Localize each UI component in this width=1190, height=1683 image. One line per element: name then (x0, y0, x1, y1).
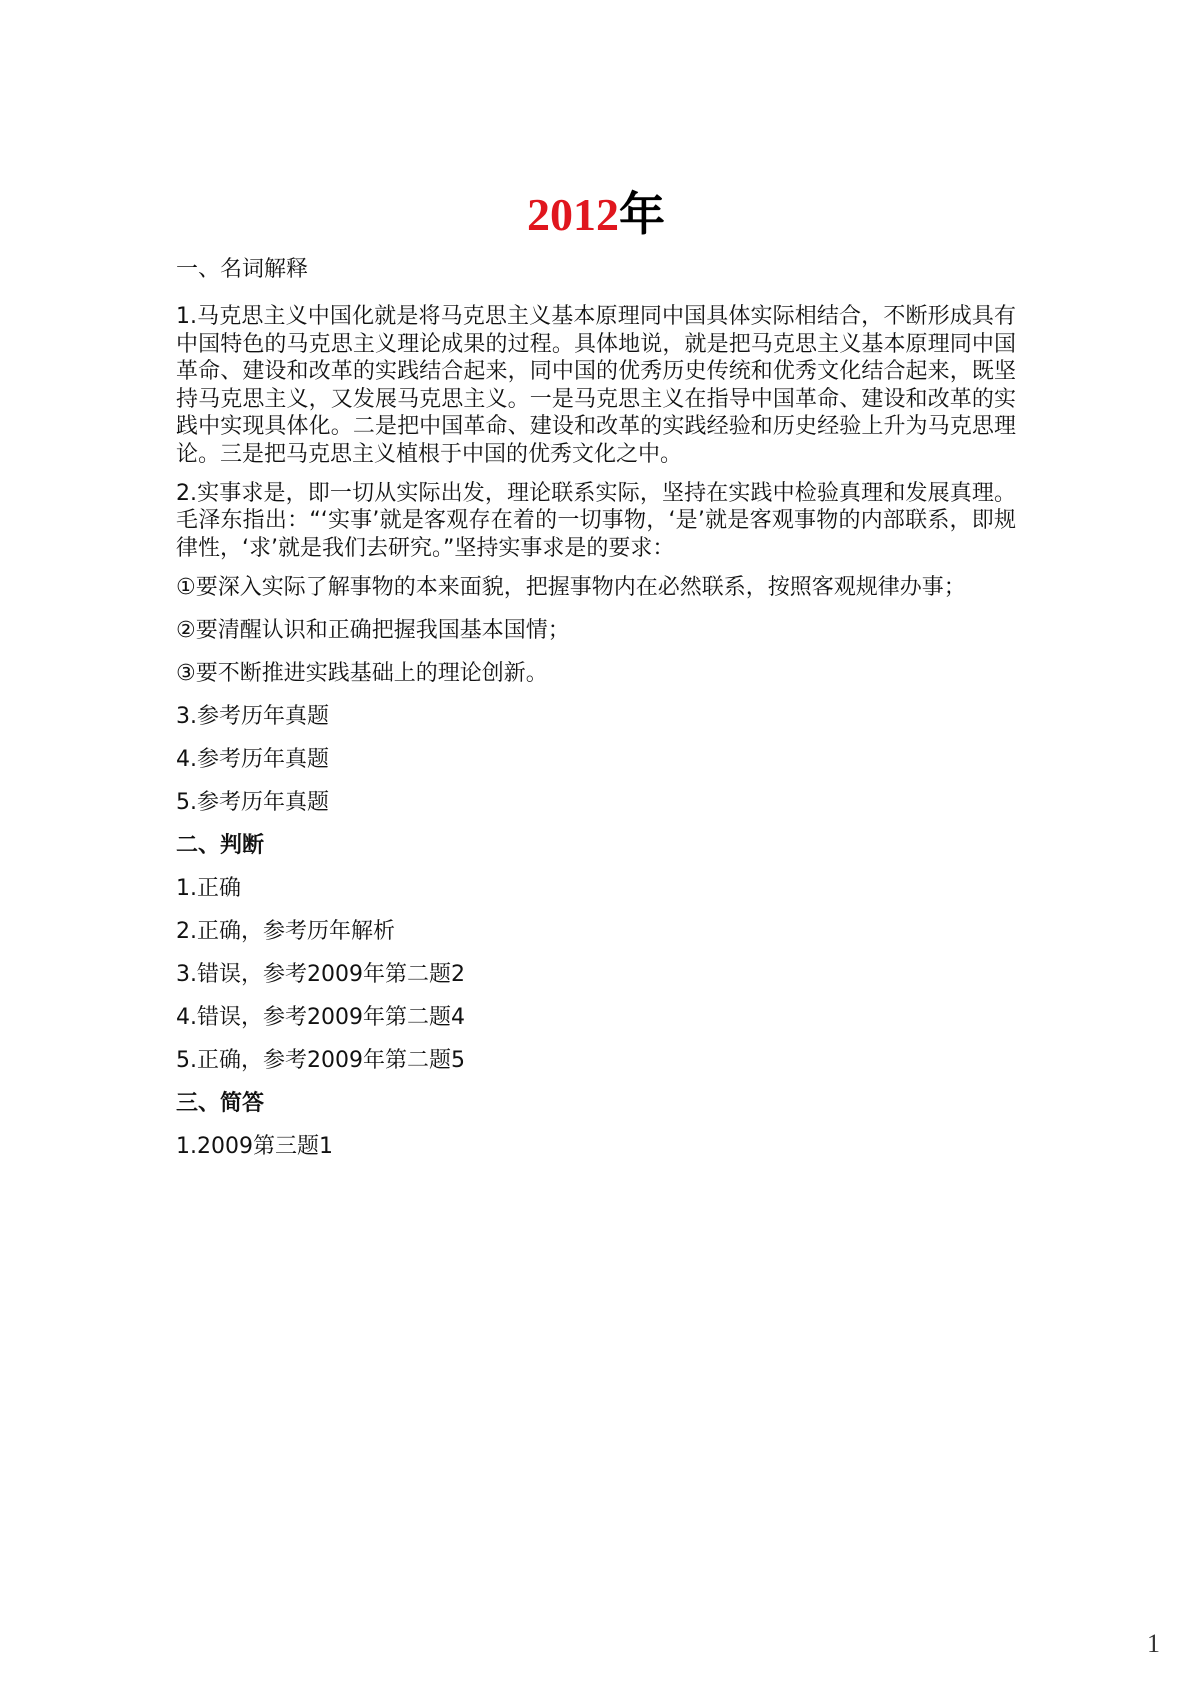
requirement-item-1: ①要深入实际了解事物的本来面貌，把握事物内在必然联系，按照客观规律办事； (176, 575, 966, 601)
definition-item-1: 1.马克思主义中国化就是将马克思主义基本原理同中国具体实际相结合，不断形成具有中国特色的马克思主义理论成果的过程。具体地说，就是把马克思主义基本原理同中国革命、建设和改革的实践结合起来，同中国的优秀历史传统和优秀文化结合起来，既坚持马克思主义，又发展马克思主义。一是马克思主义在指导中国革命、建设和改革的实践中实现具体化。二是把中国革命、建设和改革的实践经验和历史经验上升为马克思理论。三是把马克思主义植根于中国的优秀文化之中。 (176, 304, 1016, 467)
definition-item-4: 4.参考历年真题 (176, 747, 329, 773)
document-page (176, 186, 1016, 1175)
judgment-item-2: 2.正确，参考历年解析 (176, 919, 395, 945)
section-heading-short-answer: 三、简答 (176, 1091, 265, 1117)
section-heading-definitions: 一、名词解释 (176, 257, 309, 282)
title-suffix: 年 (619, 187, 665, 241)
page-title (176, 186, 1016, 243)
title-year: 2012 (527, 189, 619, 240)
definition-item-5: 5.参考历年真题 (176, 790, 329, 816)
definition-item-2: 2.实事求是，即一切从实际出发，理论联系实际，坚持在实践中检验真理和发展真理。毛泽东指出：“‘实事’就是客观存在着的一切事物，‘是’就是客观事物的内部联系，即规律性，‘求’就是我们去研究。”坚持实事求是的要求： (176, 480, 1016, 561)
page-number: 1 (1147, 1629, 1160, 1658)
section-heading-judgment: 二、判断 (176, 833, 265, 859)
judgment-item-5: 5.正确，参考2009年第二题5 (176, 1048, 465, 1074)
short-answer-item-1: 1.2009第三题1 (176, 1134, 333, 1160)
judgment-item-4: 4.错误，参考2009年第二题4 (176, 1005, 465, 1031)
requirement-item-3: ③要不断推进实践基础上的理论创新。 (176, 661, 548, 687)
definition-item-3: 3.参考历年真题 (176, 704, 329, 730)
judgment-item-3: 3.错误，参考2009年第二题2 (176, 962, 465, 988)
judgment-item-1: 1.正确 (176, 876, 241, 902)
requirement-item-2: ②要清醒认识和正确把握我国基本国情； (176, 618, 570, 644)
